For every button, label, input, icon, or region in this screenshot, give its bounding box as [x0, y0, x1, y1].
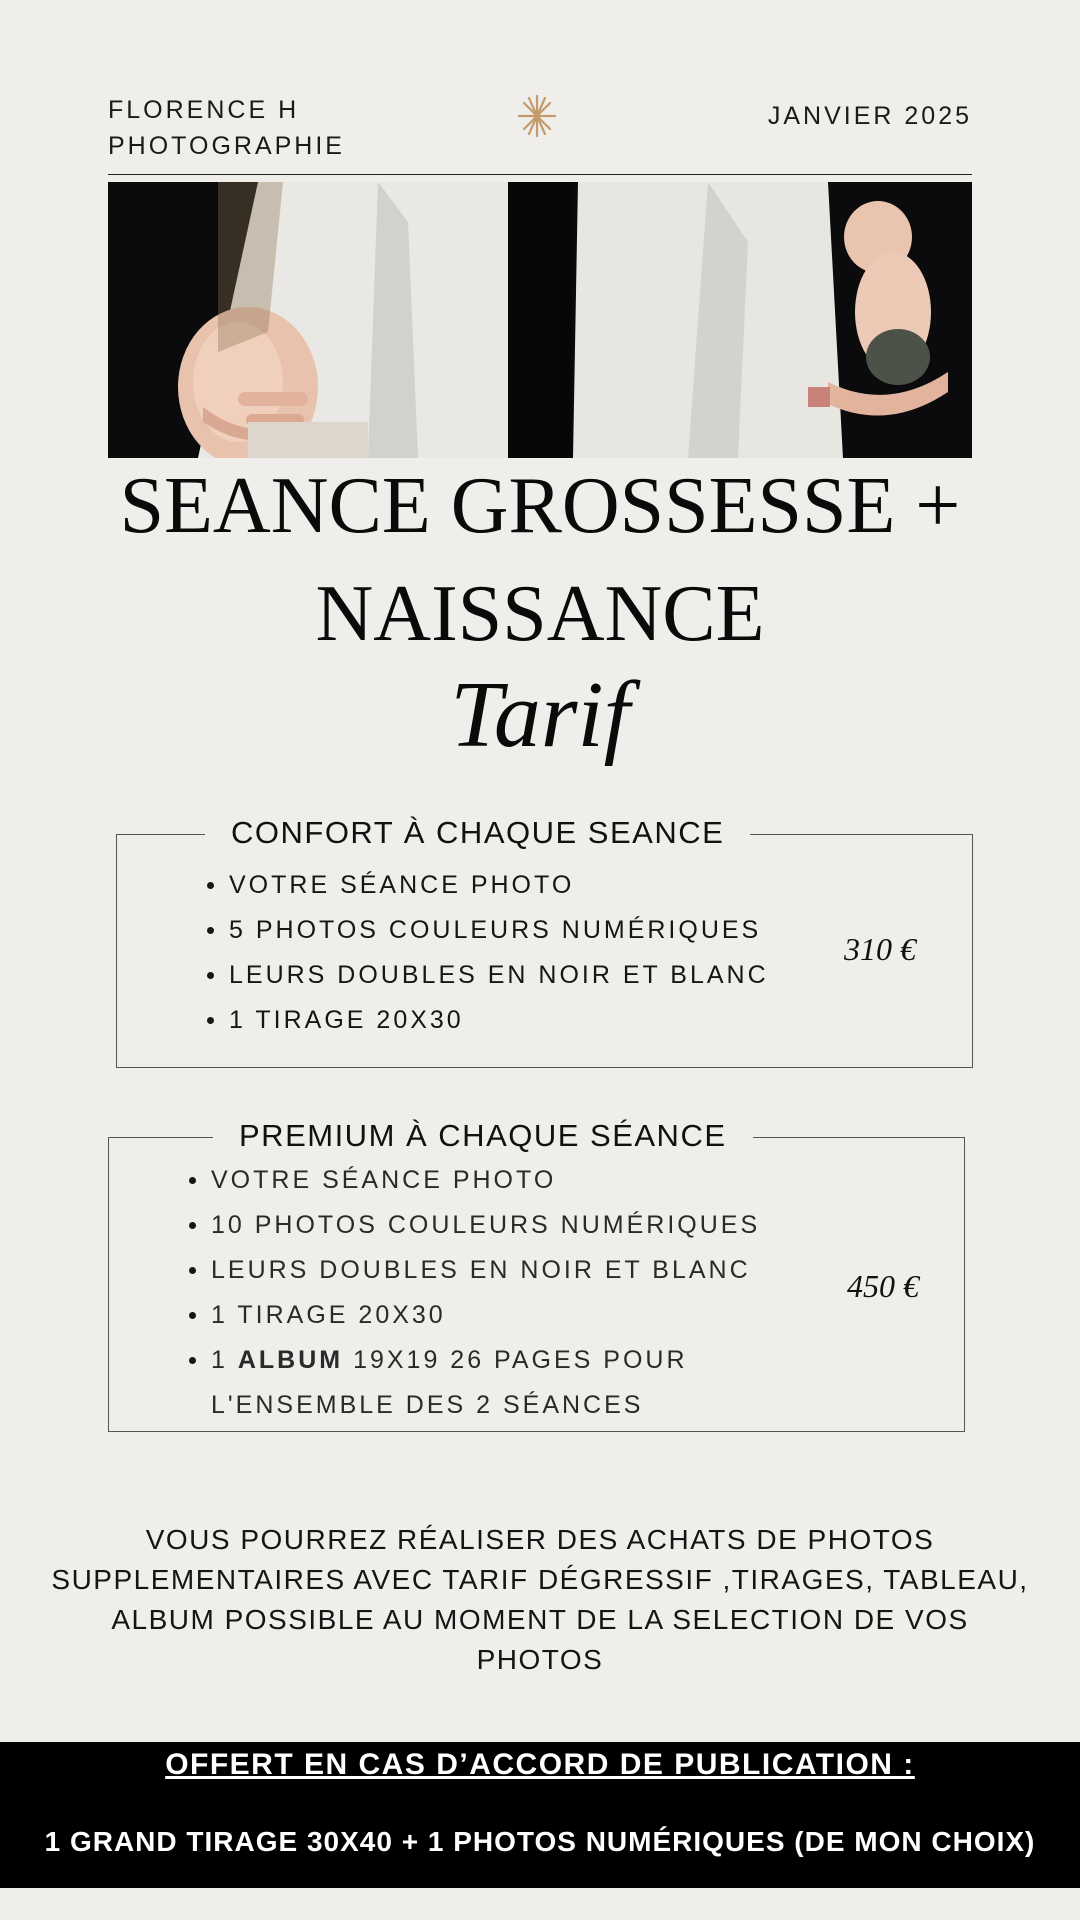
pregnant-belly-photo	[178, 182, 572, 458]
feature-item-album	[189, 1338, 760, 1428]
package-price: 310 €	[844, 931, 916, 967]
package-features	[189, 1158, 760, 1428]
album-rest: 19X19 26 PAGES POUR	[343, 1346, 688, 1374]
package-features	[207, 863, 769, 1043]
package-title: CONFORT À CHAQUE SEANCE	[205, 815, 750, 851]
feature-item: VOTRE SÉANCE PHOTO	[189, 1158, 760, 1203]
feature-item: LEURS DOUBLES EN NOIR ET BLANC	[189, 1248, 760, 1293]
album-line-2: L'ENSEMBLE DES 2 SÉANCES	[211, 1391, 644, 1419]
note-line: SUPPLEMENTAIRES AVEC TARIF DÉGRESSIF ,TIRAGES, TABLEAU,	[51, 1564, 1029, 1595]
album-bold: ALBUM	[237, 1346, 344, 1374]
issue-date: JANVIER 2025	[767, 102, 972, 130]
feature-item: 5 PHOTOS COULEURS NUMÉRIQUES	[207, 908, 769, 953]
feature-item: 1 TIRAGE 20X30	[207, 998, 769, 1043]
package-confort	[116, 815, 973, 1068]
header-divider	[108, 174, 972, 175]
offer-text: 1 GRAND TIRAGE 30X40 + 1 PHOTOS NUMÉRIQUES (DE MON CHOIX)	[44, 1826, 1036, 1857]
offer-banner	[0, 1742, 1080, 1888]
brand-name	[108, 92, 345, 164]
brand-line-1: FLORENCE H	[108, 96, 300, 124]
page-subtitle: Tarif	[450, 663, 630, 767]
title-line-1: SEANCE GROSSESSE +	[119, 462, 961, 550]
additional-purchases-note	[40, 1520, 1040, 1680]
package-title: PREMIUM À CHAQUE SÉANCE	[213, 1118, 753, 1154]
hero-photo-banner	[108, 182, 972, 458]
star-icon	[515, 94, 559, 138]
feature-item: 1 TIRAGE 20X30	[189, 1293, 760, 1338]
feature-item: 10 PHOTOS COULEURS NUMÉRIQUES	[189, 1203, 760, 1248]
feature-item: VOTRE SÉANCE PHOTO	[207, 863, 769, 908]
package-price: 450 €	[847, 1268, 919, 1304]
feature-item: LEURS DOUBLES EN NOIR ET BLANC	[207, 953, 769, 998]
package-premium	[108, 1118, 965, 1432]
title-line-2: NAISSANCE	[315, 570, 765, 658]
note-line: VOUS POURREZ RÉALISER DES ACHATS DE PHOTOS	[145, 1524, 935, 1555]
brand-line-2: PHOTOGRAPHIE	[108, 132, 345, 160]
offer-title: OFFERT EN CAS D’ACCORD DE PUBLICATION :	[165, 1748, 915, 1781]
note-line: ALBUM POSSIBLE AU MOMENT DE LA SELECTION DE VOS	[111, 1604, 969, 1635]
note-line: PHOTOS	[476, 1644, 604, 1675]
page-title	[0, 452, 1080, 668]
album-prefix: 1	[211, 1346, 238, 1374]
